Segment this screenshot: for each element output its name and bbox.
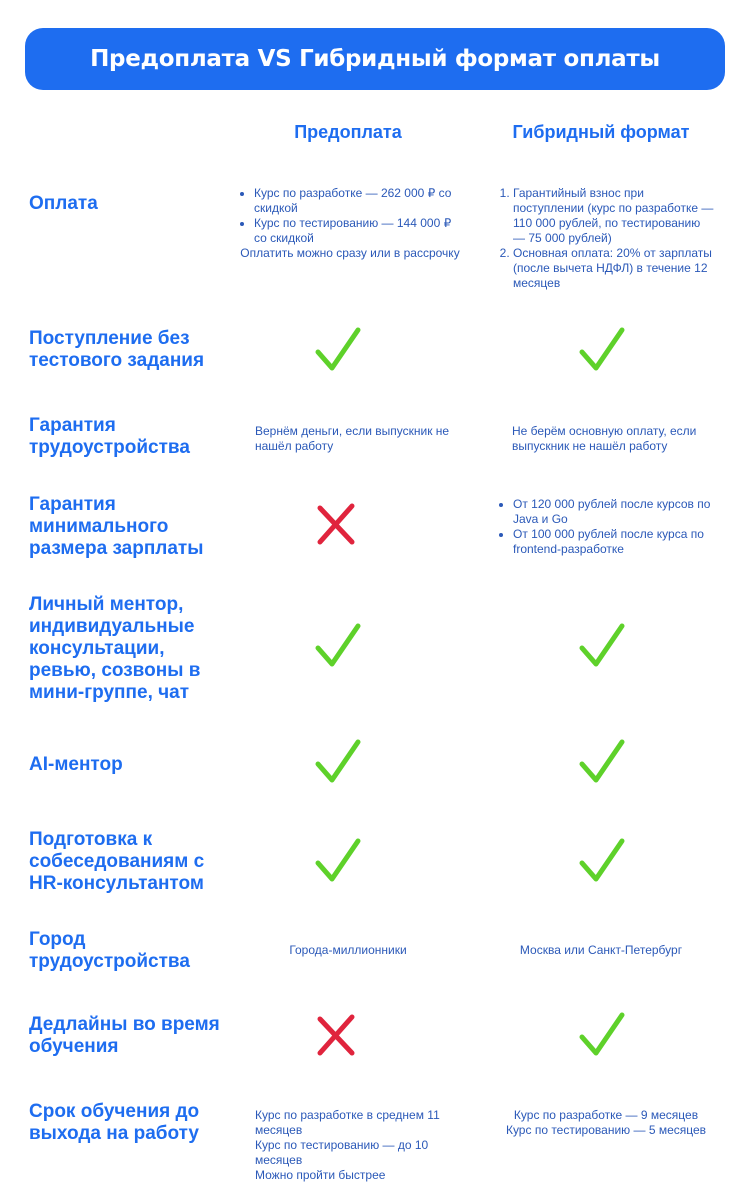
column-header-prepay: Предоплата (294, 122, 402, 142)
payment-prepay-note: Оплатить можно сразу или в рассрочку (240, 246, 460, 260)
check-icon (578, 622, 626, 670)
check-icon (314, 837, 362, 885)
row-label-duration: Срок обучения до выхода на работу (29, 1101, 200, 1144)
list-item: • Курс по разработке — 262 000 ₽ со скидкой (254, 186, 466, 216)
check-icon (578, 837, 626, 885)
min-salary-hybrid-list (493, 497, 718, 557)
row-label-interview-prep: Подготовка к собеседованиям с HR-консультантом (29, 829, 205, 894)
duration-hybrid-line: Курс по разработке — 9 месяцев (513, 1108, 699, 1122)
check-icon (578, 738, 626, 786)
duration-prepay-line: Курс по тестированию — до 10 месяцев (255, 1138, 429, 1167)
list-item: • От 120 000 рублей после курсов по Java и Go (513, 497, 718, 527)
duration-prepay-line: Можно пройти быстрее (255, 1168, 386, 1182)
check-icon (314, 622, 362, 670)
payment-prepay-list (234, 186, 466, 246)
check-icon (578, 326, 626, 374)
check-icon (314, 738, 362, 786)
row-label-payment: Оплата (29, 193, 98, 214)
check-icon (578, 1011, 626, 1059)
city-hybrid-text: Москва или Санкт-Петербург (519, 943, 683, 957)
list-item: • От 100 000 рублей после курса по frontend-разработке (513, 527, 718, 557)
list-item: 2. Основная оплата: 20% от зарплаты (после вычета НДФЛ) в течение 12 месяцев (513, 246, 715, 291)
duration-hybrid-cell (486, 1108, 726, 1138)
row-label-ai-mentor: AI-ментор (29, 754, 123, 775)
row-label-no-test: Поступление без тестового задания (29, 328, 205, 371)
list-item: 1. Гарантийный взнос при поступлении (курс по разработке — 110 000 рублей, по тестированию — 75 000 рублей) (513, 186, 715, 246)
duration-prepay-cell (255, 1108, 465, 1183)
title-banner (25, 28, 725, 90)
job-guarantee-prepay-text: Вернём деньги, если выпускник не нашёл работу (255, 424, 450, 453)
job-guarantee-hybrid-text: Не берём основную оплату, если выпускник не нашёл работу (512, 424, 697, 453)
row-label-mentor: Личный ментор, индивидуальные консультации, ревью, созвоны в мини-группе, чат (29, 594, 201, 703)
duration-prepay-line: Курс по разработке в среднем 11 месяцев (255, 1108, 440, 1137)
cross-icon (312, 1011, 360, 1059)
payment-prepay-cell (234, 186, 466, 261)
city-prepay-text: Города-миллионники (289, 943, 407, 957)
payment-hybrid-list (493, 186, 715, 291)
list-item: • Курс по тестированию — 144 000 ₽ со скидкой (254, 216, 466, 246)
duration-hybrid-line: Курс по тестированию — 5 месяцев (505, 1123, 707, 1137)
column-header-hybrid: Гибридный формат (512, 122, 690, 142)
page-title: Предоплата VS Гибридный формат оплаты (90, 46, 660, 72)
check-icon (314, 326, 362, 374)
cross-icon (312, 500, 360, 548)
row-label-job-guarantee: Гарантия трудоустройства (29, 415, 190, 458)
row-label-city: Город трудоустройства (29, 929, 190, 972)
row-label-deadlines: Дедлайны во время обучения (29, 1014, 220, 1057)
min-salary-hybrid-cell (493, 497, 718, 557)
payment-hybrid-cell (493, 186, 715, 291)
row-label-min-salary: Гарантия минимального размера зарплаты (29, 494, 204, 559)
